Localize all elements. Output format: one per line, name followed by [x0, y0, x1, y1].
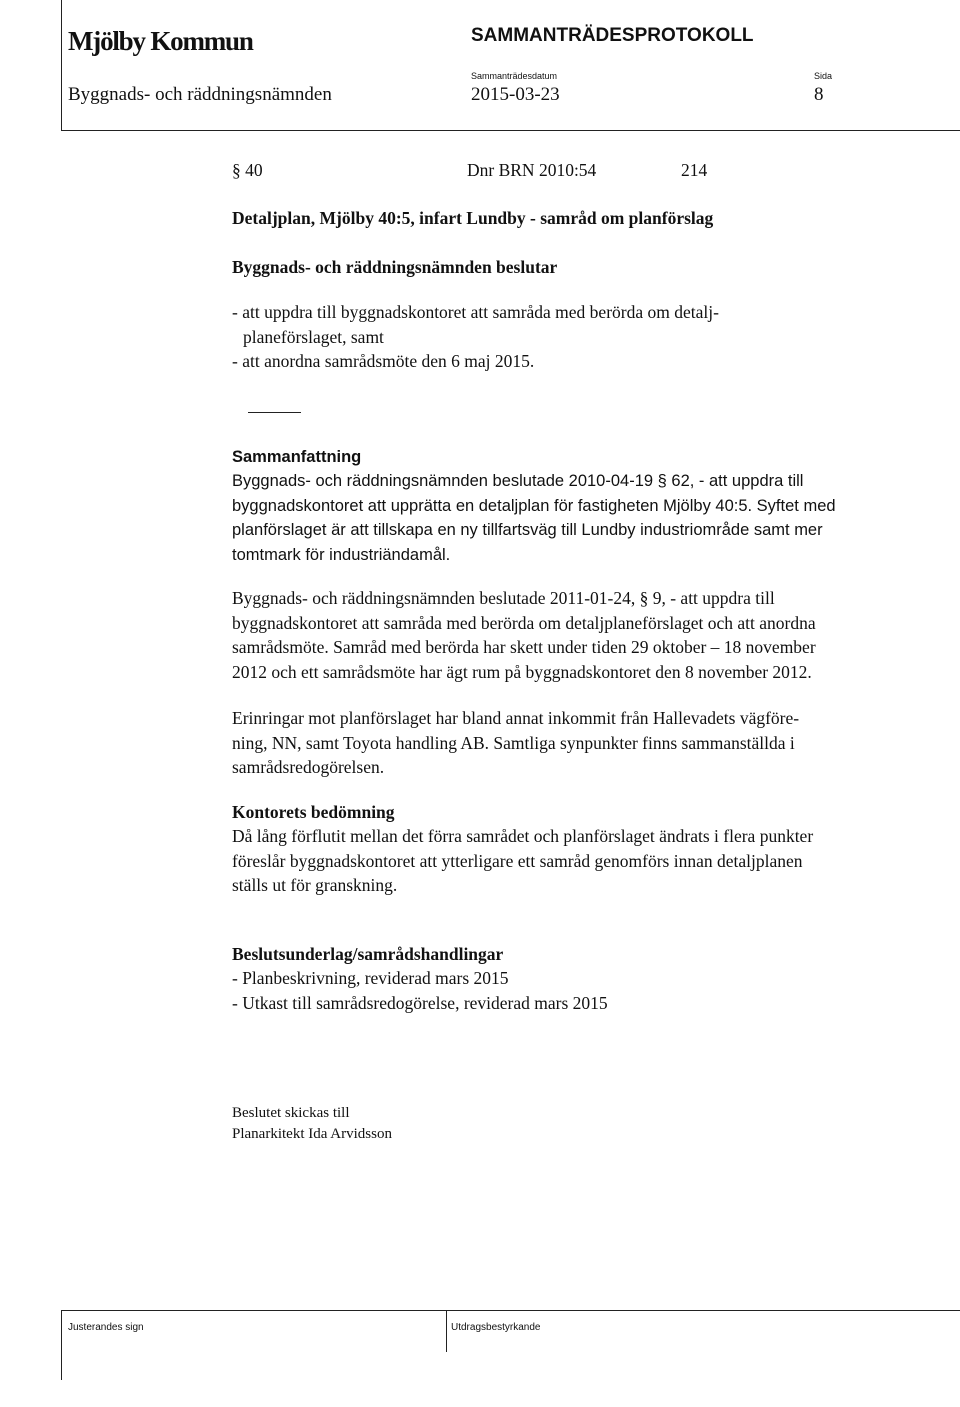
left-margin-rule: [61, 0, 62, 130]
summary-paragraph-1: [232, 469, 932, 567]
paragraph-line: Byggnads- och räddningsnämnden beslutade 2010-04-19 § 62, - att uppdra till: [232, 472, 804, 490]
decision-line: - att uppdra till byggnadskontoret att samråda med berörda om detalj-: [232, 302, 719, 322]
documents-heading: Beslutsunderlag/samrådshandlingar: [232, 944, 504, 964]
paragraph-line: samrådsredogörelsen.: [232, 757, 385, 777]
paragraph-line: Byggnads- och räddningsnämnden beslutade 2011-01-24, § 9, - att uppdra till: [232, 588, 775, 608]
section-number: 40: [245, 160, 263, 180]
paragraph-line: föreslår byggnadskontoret att ytterligare ett samråd genomförs innan detaljplanen: [232, 850, 803, 871]
decision-heading: Byggnads- och räddningsnämnden beslutar: [232, 257, 558, 277]
committee-name: Byggnads- och räddningsnämnden: [68, 84, 332, 105]
decision-list: [232, 300, 932, 374]
summary-paragraph-2: [232, 586, 932, 684]
assessment-heading: Kontorets bedömning: [232, 802, 395, 822]
organization-name: Mjölby Kommun: [68, 26, 253, 56]
meeting-date: 2015-03-23: [471, 84, 560, 105]
paragraph-line: ställs ut för granskning.: [232, 875, 398, 895]
paragraph-line: Då lång förflutit mellan det förra samrådet och planförslaget ändrats i flera punkter: [232, 826, 814, 846]
paragraph-line: byggnadskontoret att upprätta en detaljplan för fastigheten Mjölby 40:5. Syftet med: [232, 496, 836, 515]
decision-line: planeförslaget, samt: [243, 326, 384, 347]
adjuster-signature-label: Justerandes sign: [68, 1322, 144, 1333]
footer-sign-divider-left: [446, 1310, 447, 1352]
paragraph-line: ning, NN, samt Toyota handling AB. Samtliga synpunkter finns sammanställda i: [232, 732, 795, 753]
document-item: - Utkast till samrådsredogörelse, reviderad mars 2015: [232, 992, 608, 1013]
page-number: 8: [814, 84, 824, 105]
paragraph-line: byggnadskontoret att samråda med berörda om detaljplaneförslaget och att anordna: [232, 612, 816, 633]
section-separator: [248, 412, 301, 413]
decision-line: - att anordna samrådsmöte den 6 maj 2015.: [232, 351, 535, 371]
paragraph-line: Erinringar mot planförslaget har bland annat inkommit från Hallevadets vägföre-: [232, 708, 800, 728]
diary-number: Dnr BRN 2010:54: [467, 160, 597, 180]
left-margin-rule-footer: [61, 1310, 62, 1380]
date-label: Sammanträdesdatum: [471, 71, 558, 81]
documents-list: [232, 966, 932, 1015]
paragraph-line: 2012 och ett samrådsmöte har ägt rum på byggnadskontoret den 8 november 2012.: [232, 661, 812, 682]
distribution-recipient: Planarkitekt Ida Arvidsson: [232, 1126, 392, 1142]
reference-number: 214: [681, 160, 708, 180]
section-number-line: [232, 158, 263, 183]
summary-heading: Sammanfattning: [232, 448, 362, 466]
document-item: - Planbeskrivning, reviderad mars 2015: [232, 968, 509, 988]
paragraph-line: planförslaget är att tillskapa en ny tillfartsväg till Lundby industriområde samt mer: [232, 521, 823, 539]
extract-certification-label: Utdragsbestyrkande: [451, 1322, 541, 1333]
assessment-paragraph: [232, 824, 932, 898]
paragraph-line: samrådsmöte. Samråd med berörda har skett under tiden 29 oktober – 18 november: [232, 637, 816, 657]
paragraph-line: tomtmark för industriändamål.: [232, 545, 451, 564]
header-rule: [61, 130, 960, 131]
page-label: Sida: [814, 71, 833, 81]
footer-rule: [61, 1310, 960, 1311]
document-type: SAMMANTRÄDESPROTOKOLL: [471, 25, 754, 46]
distribution-label: Beslutet skickas till: [232, 1105, 350, 1121]
summary-paragraph-3: [232, 706, 932, 780]
item-title: Detaljplan, Mjölby 40:5, infart Lundby - samråd om planförslag: [232, 208, 714, 228]
section-symbol: §: [232, 160, 241, 180]
